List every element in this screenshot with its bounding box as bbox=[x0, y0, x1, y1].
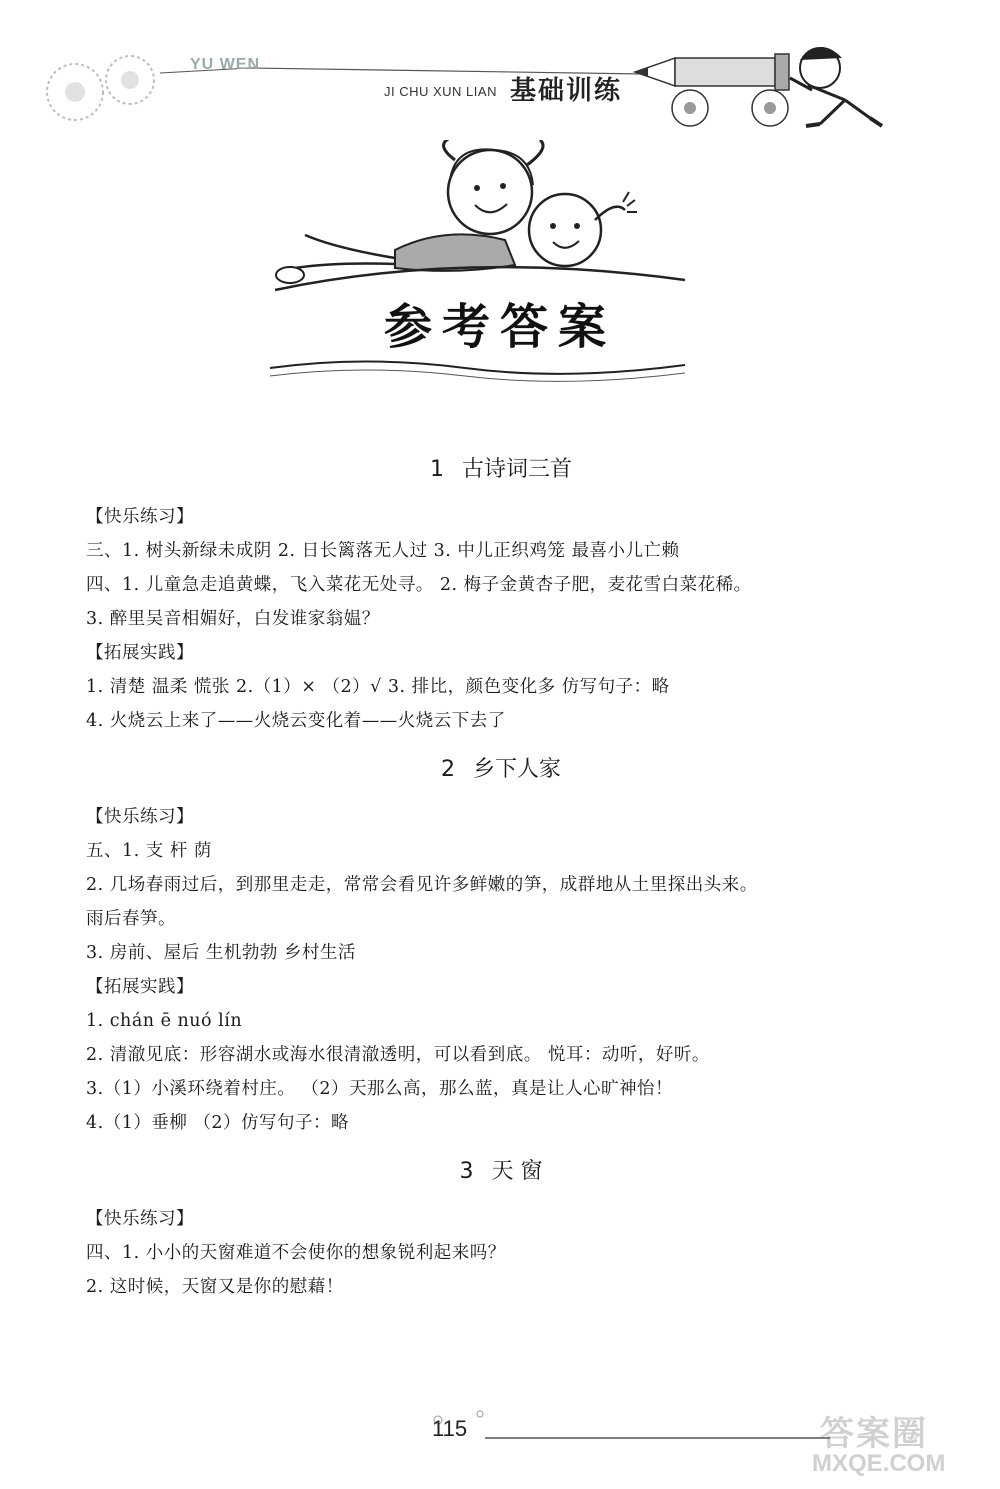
watermark-logo: 答案圈 bbox=[820, 1414, 928, 1454]
answer-line: 3.（1）小溪环绕着村庄。 （2）天那么高，那么蓝，真是让人心旷神怡！ bbox=[86, 1079, 674, 1099]
series-title: 基础训练 bbox=[510, 76, 623, 106]
answer-line: 3. 醉里吴音相媚好，白发谁家翁媪？ bbox=[86, 609, 380, 629]
children-illustration bbox=[265, 140, 695, 410]
answer-line: 四、1. 小小的天窗难道不会使你的想象锐利起来吗？ bbox=[86, 1243, 506, 1263]
answer-line: 【快乐练习】 bbox=[86, 507, 194, 527]
flower-logo-icon bbox=[47, 56, 154, 120]
page-header bbox=[0, 0, 1000, 145]
pencil-icon bbox=[635, 54, 789, 126]
answer-content bbox=[86, 440, 916, 1318]
section-name: 乡下人家 bbox=[472, 757, 561, 782]
answer-line: 【快乐练习】 bbox=[86, 1209, 194, 1229]
answer-line: 2. 清澈见底：形容湖水或海水很清澈透明，可以看到底。 悦耳：动听，好听。 bbox=[86, 1045, 710, 1065]
section-number: 1 bbox=[429, 457, 444, 482]
section-1 bbox=[86, 452, 916, 738]
subject-pinyin: YU WEN bbox=[190, 56, 260, 73]
page-footer bbox=[0, 1400, 1000, 1489]
header-decoration bbox=[0, 0, 1000, 145]
section-name: 古诗词三首 bbox=[461, 457, 572, 482]
section-2 bbox=[86, 752, 916, 1140]
answer-line: 【拓展实践】 bbox=[86, 643, 194, 663]
answer-line: 1. chán ē nuó lín bbox=[86, 1011, 243, 1031]
answer-line: 4. 火烧云上来了——火烧云变化着——火烧云下去了 bbox=[86, 711, 506, 731]
answer-line: 三、1. 树头新绿未成阴 2. 日长篱落无人过 3. 中儿正织鸡笼 最喜小儿亡赖 bbox=[86, 541, 680, 561]
answer-line: 3. 房前、屋后 生机勃勃 乡村生活 bbox=[86, 943, 356, 963]
boy-cartoon-icon bbox=[790, 47, 882, 126]
answer-line: 【快乐练习】 bbox=[86, 807, 194, 827]
watermark-url: MXQE.COM bbox=[812, 1450, 946, 1477]
section-number: 3 bbox=[459, 1159, 474, 1184]
page-title: 参考答案 bbox=[383, 299, 616, 355]
answer-line: 2. 几场春雨过后，到那里走走，常常会看见许多鲜嫩的笋，成群地从土里探出头来。 bbox=[86, 875, 758, 895]
section-3 bbox=[86, 1154, 916, 1304]
answer-line: 【拓展实践】 bbox=[86, 977, 194, 997]
answer-line: 雨后春笋。 bbox=[86, 909, 176, 929]
answer-line: 1. 清楚 温柔 慌张 2.（1）× （2）√ 3. 排比，颜色变化多 仿写句子：略 bbox=[86, 677, 670, 697]
answer-line: 四、1. 儿童急走追黄蝶，飞入菜花无处寻。 2. 梅子金黄杏子肥，麦花雪白菜花稀。 bbox=[86, 575, 752, 595]
series-pinyin: JI CHU XUN LIAN bbox=[384, 84, 497, 99]
page-number: 115 bbox=[432, 1416, 468, 1441]
section-name: 天 窗 bbox=[491, 1159, 543, 1184]
section-heading bbox=[86, 452, 916, 482]
answer-line: 2. 这时候，天窗又是你的慰藉！ bbox=[86, 1277, 344, 1297]
answer-line: 4.（1）垂柳 （2）仿写句子：略 bbox=[86, 1113, 350, 1133]
section-number: 2 bbox=[440, 757, 455, 782]
section-heading bbox=[86, 1154, 916, 1184]
answer-line: 五、1. 支 杆 荫 bbox=[86, 841, 212, 861]
section-heading bbox=[86, 752, 916, 782]
